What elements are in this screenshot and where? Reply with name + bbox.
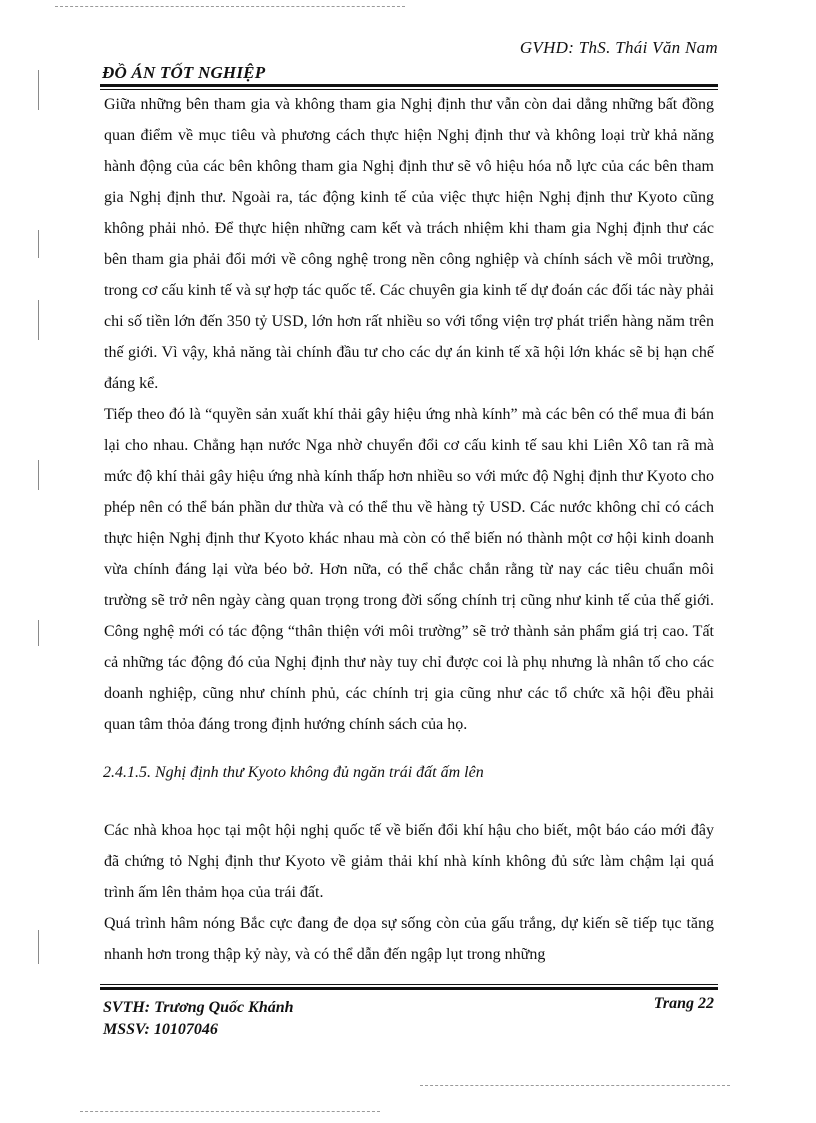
margin-mark <box>38 460 39 490</box>
footer-student-info <box>103 997 294 1041</box>
student-name: SVTH: Trương Quốc Khánh <box>103 999 294 1016</box>
scan-artifact-bottom <box>80 1111 380 1112</box>
scan-artifact-top <box>55 6 405 7</box>
margin-mark <box>38 620 39 646</box>
page-number: Trang 22 <box>653 995 714 1012</box>
paragraph: Tiếp theo đó là “quyền sản xuất khí thải gây hiệu ứng nhà kính” mà các bên có thể mua đi bán lại cho nhau. Chẳng hạn nước Nga nhờ chuyển đổi cơ cấu kinh tế sau khi Liên Xô tan rã mà mức độ khí thải gây hiệu ứng nhà kính thấp hơn nhiều so với mức độ Nghị định thư Kyoto cho phép nên có thể bán phần dư thừa và có thể thu về hàng tỷ USD. Các nước không chỉ có cách thực hiện Nghị định thư Kyoto khác nhau mà còn có thể biến nó thành một cơ hội kinh doanh vừa chính đáng lại vừa béo bở. Hơn nữa, có thể chắc chắn rằng từ nay các tiêu chuẩn môi trường sẽ trở nên ngày càng quan trọng trong đời sống chính trị cũng như kinh tế của thế giới. Công nghệ mới có tác động “thân thiện với môi trường” sẽ trở thành sản phẩm giá trị cao. Tất cả những tác động đó của Nghị định thư này tuy chỉ được coi là phụ nhưng là nhân tố cho các doanh nghiệp, cũng như chính phủ, các chính trị gia cũng như các tổ chức xã hội đều phải quan tâm thỏa đáng trong định hướng chính sách của họ. <box>104 406 714 733</box>
paragraph: Quá trình hâm nóng Bắc cực đang đe dọa sự sống còn của gấu trắng, dự kiến sẽ tiếp tục tăng nhanh hơn trong thập kỷ này, và có thể dẫn đến ngập lụt trong những <box>104 915 714 963</box>
margin-mark <box>38 230 39 258</box>
margin-mark <box>38 70 39 110</box>
body-text-block <box>104 89 714 740</box>
scan-artifact-bottom-right <box>420 1085 730 1086</box>
footer-rule-thick <box>100 987 718 990</box>
margin-mark <box>38 300 39 340</box>
header-rule-thick <box>100 84 718 87</box>
section-text-block <box>104 815 714 970</box>
student-id: MSSV: 10107046 <box>103 1021 218 1038</box>
paragraph: Giữa những bên tham gia và không tham gia Nghị định thư vẫn còn dai dẳng những bất đồng quan điểm về mục tiêu và phương cách thực hiện Nghị định thư và không loại trừ khả năng hành động của các bên không tham gia Nghị định thư sẽ vô hiệu hóa nỗ lực của các bên tham gia Nghị định thư. Ngoài ra, tác động kinh tế của việc thực hiện Nghị định thư Kyoto cũng không phải nhỏ. Để thực hiện những cam kết và trách nhiệm khi tham gia Nghị định thư các bên tham gia phải đổi mới về công nghệ trong nền công nghiệp và chính sách về môi trường, trong cơ cấu kinh tế và sự hợp tác quốc tế. Các chuyên gia kinh tế dự đoán các đối tác này phải chi số tiền lớn đến 350 tỷ USD, lớn hơn rất nhiều so với tổng viện trợ phát triển hàng năm trên thế giới. Vì vậy, khả năng tài chính đầu tư cho các dự án kinh tế xã hội lớn khác sẽ bị hạn chế đáng kể. <box>104 96 714 392</box>
paragraph: Các nhà khoa học tại một hội nghị quốc tế về biến đổi khí hậu cho biết, một báo cáo mới đây đã chứng tỏ Nghị định thư Kyoto về giảm thải khí nhà kính không đủ sức làm chậm lại quá trình ấm lên thảm họa của trái đất. <box>104 822 714 901</box>
document-title: ĐỒ ÁN TỐT NGHIỆP <box>102 63 266 82</box>
margin-mark <box>38 930 39 964</box>
section-heading: 2.4.1.5. Nghị định thư Kyoto không đủ ngăn trái đất ấm lên <box>103 764 484 781</box>
supervisor-label: GVHD: ThS. Thái Văn Nam <box>519 38 718 57</box>
footer-rule-thin <box>100 984 718 985</box>
